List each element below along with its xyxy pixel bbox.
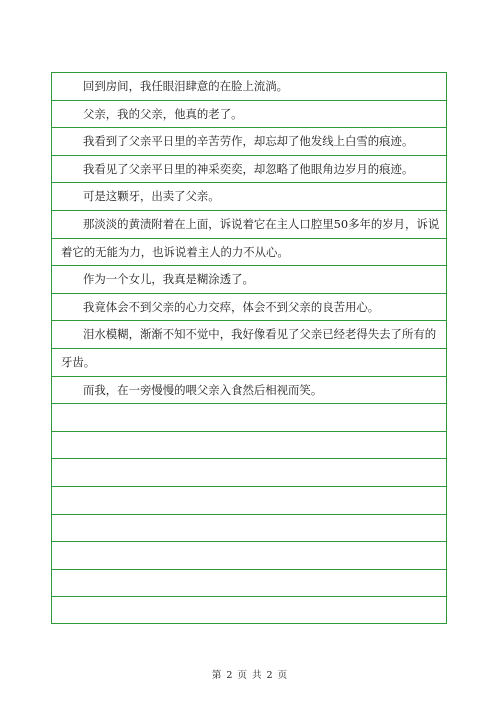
text-line: 我竟体会不到父亲的心力交瘁，体会不到父亲的良苦用心。	[52, 294, 446, 322]
text-line: 着它的无能为力，也诉说着主人的力不从心。	[52, 239, 446, 267]
text-line: 作为一个女儿，我真是糊涂透了。	[52, 266, 446, 294]
text-line: 牙齿。	[52, 349, 446, 377]
text-line: 那淡淡的黄渍附着在上面，诉说着它在主人口腔里50多年的岁月，诉说	[52, 211, 446, 239]
text-line	[52, 404, 446, 432]
text-line	[52, 459, 446, 487]
text-line: 可是这颗牙，出卖了父亲。	[52, 183, 446, 211]
text-line	[52, 597, 446, 625]
lined-writing-sheet	[51, 72, 447, 624]
text-line: 回到房间，我任眼泪肆意的在脸上流淌。	[52, 73, 446, 101]
text-line: 泪水模糊，渐渐不知不觉中，我好像看见了父亲已经老得失去了所有的	[52, 321, 446, 349]
text-line	[52, 432, 446, 460]
text-line	[52, 570, 446, 598]
text-line: 父亲，我的父亲，他真的老了。	[52, 101, 446, 129]
page-number-footer: 第 2 页 共 2 页	[211, 670, 289, 681]
text-line	[52, 487, 446, 515]
text-line	[52, 542, 446, 570]
text-line	[52, 515, 446, 543]
text-line: 而我，在一旁慢慢的喂父亲入食然后相视而笑。	[52, 377, 446, 405]
text-line: 我看到了父亲平日里的辛苦劳作，却忘却了他发线上白雪的痕迹。	[52, 128, 446, 156]
text-line: 我看见了父亲平日里的神采奕奕，却忽略了他眼角边岁月的痕迹。	[52, 156, 446, 184]
